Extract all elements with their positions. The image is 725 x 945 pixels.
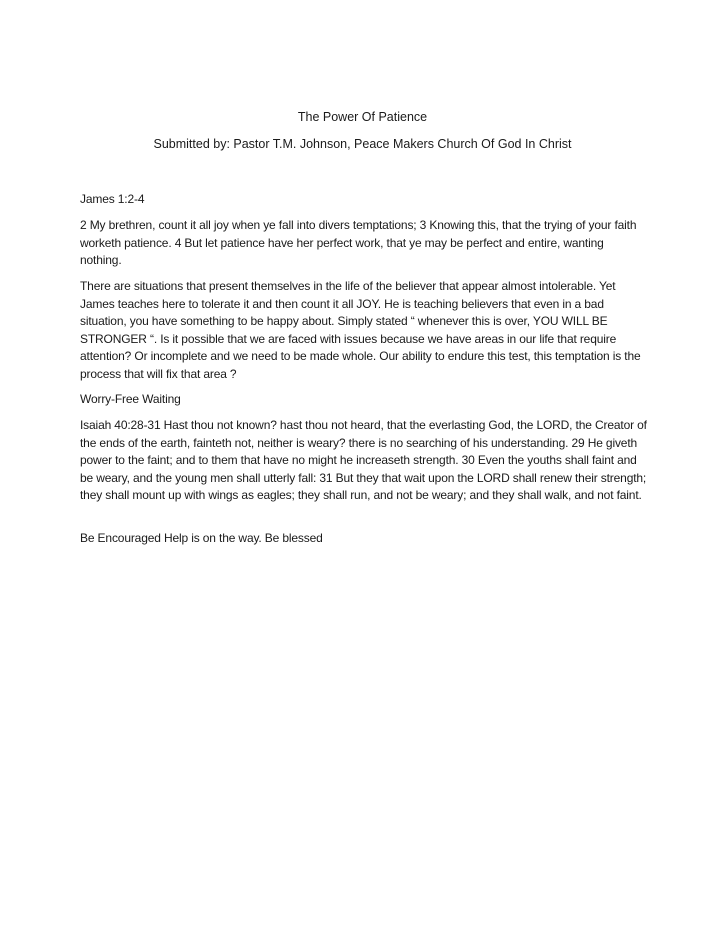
isaiah-paragraph: Isaiah 40:28-31 Hast thou not known? hast thou not heard, that the everlasting God, the LORD, the Creator of the ends of the earth, fainteth not, neither is weary? there is no searching of his understanding. 29 He giveth power to the faint; and to them that have no might he increaseth strength. 30 Even the youths shall faint and be weary, and the young men shall utterly fall: 31 But they that wait upon the LORD shall renew their strength; they shall mount up with wings as eagles; they shall run, and not be weary; and they shall walk, and not faint.: [80, 418, 647, 502]
scripture-reference: James 1:2-4: [80, 192, 145, 206]
scripture-text: 2 My brethren, count it all joy when ye fall into divers temptations; 3 Knowing this, that the trying of your faith worketh patience. 4 But let patience have her perfect work, that ye may be perfect and entire, wanting nothing.: [80, 218, 637, 267]
closing-line: Be Encouraged Help is on the way. Be blessed: [80, 531, 323, 545]
reflection-paragraph: There are situations that present themselves in the life of the believer that appear almost intolerable. Yet James teaches here to tolerate it and then count it all JOY. He is teaching believers that even in a bad situation, you have something to be happy about. Simply stated “ whenever this is over, YOU WILL BE STRONGER “. Is it possible that we are faced with issues because we have areas in our life that require attention? Or incomplete and we need to be made whole. Our ability to endure this test, this temptation is the process that will fix that area ?: [80, 279, 641, 381]
section-heading: Worry-Free Waiting: [80, 392, 181, 406]
document-subtitle: Submitted by: Pastor T.M. Johnson, Peace Makers Church Of God In Christ: [153, 137, 572, 151]
document-title: The Power Of Patience: [297, 110, 428, 124]
